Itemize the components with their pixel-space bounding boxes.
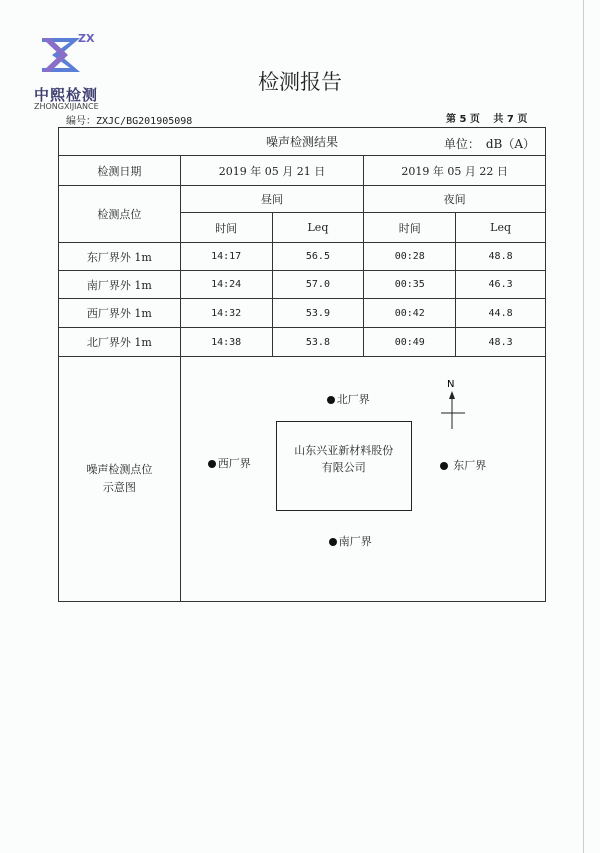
point-cell: 西厂界外 1m xyxy=(59,299,181,328)
company-name-1: 山东兴亚新材料股份 xyxy=(294,444,394,457)
date-day: 2019 年 05 月 21 日 xyxy=(180,156,364,186)
period-row xyxy=(59,186,546,213)
south-point xyxy=(329,533,372,549)
table-caption: 噪声检测结果 xyxy=(265,135,338,149)
period-day: 昼间 xyxy=(180,186,364,213)
day-time-cell: 14:32 xyxy=(180,299,272,328)
day-leq-cell: 56.5 xyxy=(272,243,364,271)
east-point xyxy=(440,457,487,473)
page-edge xyxy=(583,0,584,853)
company-box xyxy=(276,421,412,511)
col-time-day: 时间 xyxy=(180,213,272,243)
north-point xyxy=(327,391,370,407)
west-point xyxy=(208,455,251,471)
point-marker-icon xyxy=(327,396,335,404)
east-label: 东厂界 xyxy=(453,459,487,472)
table-caption-row xyxy=(59,128,546,156)
report-number: 编号：ZXJC/BG201905098 xyxy=(66,116,193,127)
compass-n: N xyxy=(446,379,455,390)
day-leq-cell: 57.0 xyxy=(272,271,364,299)
date-row xyxy=(59,156,546,186)
day-time-cell: 14:17 xyxy=(180,243,272,271)
page-number: 第 5 页 共 7 页 xyxy=(446,114,528,125)
diagram-row xyxy=(59,357,546,602)
night-leq-cell: 44.8 xyxy=(456,299,546,328)
col-leq-day: Leq xyxy=(272,213,364,243)
diagram-label-2: 示意图 xyxy=(102,481,136,494)
day-time-cell: 14:38 xyxy=(180,328,272,357)
point-marker-icon xyxy=(440,462,448,470)
night-time-cell: 00:28 xyxy=(364,243,456,271)
table-row xyxy=(59,271,546,299)
night-leq-cell: 48.3 xyxy=(456,328,546,357)
table-row xyxy=(59,243,546,271)
period-night: 夜间 xyxy=(364,186,546,213)
page-title: 检测报告 xyxy=(258,70,342,94)
logo-text-cn: 中熙检测 xyxy=(34,86,99,104)
north-compass-icon xyxy=(437,377,467,437)
night-leq-cell: 48.8 xyxy=(456,243,546,271)
point-marker-icon xyxy=(329,538,337,546)
date-label: 检测日期 xyxy=(59,156,181,186)
col-leq-night: Leq xyxy=(456,213,546,243)
table-row xyxy=(59,328,546,357)
night-time-cell: 00:35 xyxy=(364,271,456,299)
company-name-2: 有限公司 xyxy=(321,461,366,474)
point-marker-icon xyxy=(208,460,216,468)
point-cell: 东厂界外 1m xyxy=(59,243,181,271)
day-leq-cell: 53.8 xyxy=(272,328,364,357)
south-label: 南厂界 xyxy=(338,535,372,548)
site-diagram xyxy=(181,357,545,601)
west-label: 西厂界 xyxy=(217,457,251,470)
night-time-cell: 00:42 xyxy=(364,299,456,328)
date-night: 2019 年 05 月 22 日 xyxy=(364,156,546,186)
unit-label: 单位： dB（A） xyxy=(443,137,535,151)
point-label: 检测点位 xyxy=(59,186,181,243)
day-leq-cell: 53.9 xyxy=(272,299,364,328)
col-time-night: 时间 xyxy=(364,213,456,243)
north-label: 北厂界 xyxy=(336,393,370,406)
logo-text-en: ZHONGXIJIANCE xyxy=(34,102,99,111)
point-cell: 南厂界外 1m xyxy=(59,271,181,299)
point-cell: 北厂界外 1m xyxy=(59,328,181,357)
svg-text:ZX: ZX xyxy=(78,32,95,45)
noise-results-table xyxy=(58,127,546,602)
day-time-cell: 14:24 xyxy=(180,271,272,299)
table-row xyxy=(59,299,546,328)
night-leq-cell: 46.3 xyxy=(456,271,546,299)
night-time-cell: 00:49 xyxy=(364,328,456,357)
diagram-label-1: 噪声检测点位 xyxy=(86,463,153,476)
